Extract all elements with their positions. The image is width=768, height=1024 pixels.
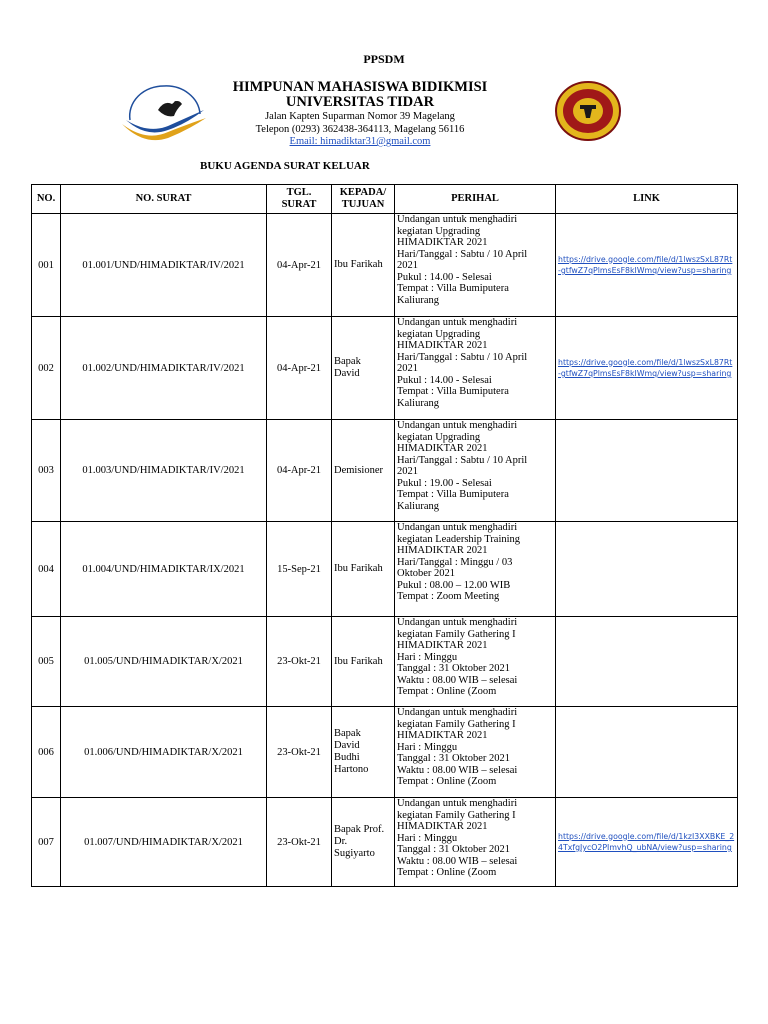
document-title: BUKU AGENDA SURAT KELUAR bbox=[200, 160, 370, 172]
cell-kepada: Bapak David Budhi Hartono bbox=[332, 707, 395, 798]
cell-no-surat: 01.003/UND/HIMADIKTAR/IV/2021 bbox=[61, 420, 267, 522]
org-name-line-2: UNIVERSITAS TIDAR bbox=[285, 94, 435, 110]
cell-link[interactable]: https://drive.google.com/file/d/1lwszSxL87Rt-gtfwZ7qPlmsEsF8kIWmq/view?usp=sharing bbox=[556, 317, 738, 420]
cell-no: 007 bbox=[32, 798, 61, 887]
table-row bbox=[32, 420, 738, 522]
table-row bbox=[32, 317, 738, 420]
org-name-line-1: HIMPUNAN MAHASISWA BIDIKMISI bbox=[232, 79, 488, 95]
cell-no: 005 bbox=[32, 617, 61, 707]
table-row bbox=[32, 707, 738, 798]
phone-line: Telepon (0293) 362438-364113, Magelang 56116 bbox=[255, 123, 465, 135]
cell-kepada: Ibu Farikah bbox=[332, 214, 395, 317]
cell-tgl: 23-Okt-21 bbox=[267, 707, 332, 798]
department-label: PPSDM bbox=[363, 52, 405, 66]
table-row bbox=[32, 617, 738, 707]
header-perihal: PERIHAL bbox=[395, 185, 556, 214]
cell-link bbox=[556, 617, 738, 707]
cell-perihal: Undangan untuk menghadiri kegiatan Family Gathering I HIMADIKTAR 2021 Hari : Minggu Tanggal : 31 Oktober 2021 Waktu : 08.00 WIB – selesai Tempat : Online (Zoom bbox=[395, 707, 556, 798]
cell-tgl: 23-Okt-21 bbox=[267, 617, 332, 707]
address-line: Jalan Kapten Suparman Nomor 39 Magelang bbox=[265, 111, 455, 122]
header-link: LINK bbox=[556, 185, 738, 214]
cell-no-surat: 01.006/UND/HIMADIKTAR/X/2021 bbox=[61, 707, 267, 798]
agenda-table bbox=[31, 184, 738, 887]
cell-no-surat: 01.004/UND/HIMADIKTAR/IX/2021 bbox=[61, 522, 267, 617]
cell-link bbox=[556, 707, 738, 798]
cell-no-surat: 01.001/UND/HIMADIKTAR/IV/2021 bbox=[61, 214, 267, 317]
table-row bbox=[32, 798, 738, 887]
cell-no-surat: 01.002/UND/HIMADIKTAR/IV/2021 bbox=[61, 317, 267, 420]
cell-link bbox=[556, 420, 738, 522]
cell-kepada: Bapak Prof. Dr. Sugiyarto bbox=[332, 798, 395, 887]
himadiktar-emblem bbox=[553, 80, 623, 142]
cell-kepada: Ibu Farikah bbox=[332, 617, 395, 707]
header-no-surat: NO. SURAT bbox=[61, 185, 267, 214]
cell-no: 006 bbox=[32, 707, 61, 798]
header-kepada: KEPADA/ TUJUAN bbox=[332, 185, 395, 214]
header-no: NO. bbox=[32, 185, 61, 214]
table-row bbox=[32, 522, 738, 617]
email-link[interactable]: Email: himadiktar31@gmail.com bbox=[289, 136, 431, 147]
cell-no-surat: 01.005/UND/HIMADIKTAR/X/2021 bbox=[61, 617, 267, 707]
cell-no-surat: 01.007/UND/HIMADIKTAR/X/2021 bbox=[61, 798, 267, 887]
cell-perihal: Undangan untuk menghadiri kegiatan Family Gathering I HIMADIKTAR 2021 Hari : Minggu Tanggal : 31 Oktober 2021 Waktu : 08.00 WIB – selesai Tempat : Online (Zoom bbox=[395, 617, 556, 707]
cell-perihal: Undangan untuk menghadiri kegiatan Upgrading HIMADIKTAR 2021 Hari/Tanggal : Sabtu / 10 April 2021 Pukul : 14.00 - Selesai Tempat : Villa Bumiputera Kaliurang bbox=[395, 317, 556, 420]
header-tgl-surat: TGL. SURAT bbox=[267, 185, 332, 214]
cell-link[interactable]: https://drive.google.com/file/d/1kzI3XXBKE_24TxfgJycO2PImvhQ_ubNA/view?usp=sharing bbox=[556, 798, 738, 887]
cell-no: 001 bbox=[32, 214, 61, 317]
cell-tgl: 15-Sep-21 bbox=[267, 522, 332, 617]
cell-link bbox=[556, 522, 738, 617]
cell-no: 002 bbox=[32, 317, 61, 420]
cell-perihal: Undangan untuk menghadiri kegiatan Family Gathering I HIMADIKTAR 2021 Hari : Minggu Tanggal : 31 Oktober 2021 Waktu : 08.00 WIB – selesai Tempat : Online (Zoom bbox=[395, 798, 556, 887]
cell-kepada: Ibu Farikah bbox=[332, 522, 395, 617]
cell-tgl: 04-Apr-21 bbox=[267, 214, 332, 317]
cell-perihal: Undangan untuk menghadiri kegiatan Upgrading HIMADIKTAR 2021 Hari/Tanggal : Sabtu / 10 April 2021 Pukul : 14.00 - Selesai Tempat : Villa Bumiputera Kaliurang bbox=[395, 214, 556, 317]
cell-no: 003 bbox=[32, 420, 61, 522]
cell-no: 004 bbox=[32, 522, 61, 617]
cell-perihal: Undangan untuk menghadiri kegiatan Upgrading HIMADIKTAR 2021 Hari/Tanggal : Sabtu / 10 April 2021 Pukul : 19.00 - Selesai Tempat : Villa Bumiputera Kaliurang bbox=[395, 420, 556, 522]
table-header-row bbox=[32, 185, 738, 214]
table-row bbox=[32, 214, 738, 317]
cell-perihal: Undangan untuk menghadiri kegiatan Leadership Training HIMADIKTAR 2021 Hari/Tanggal : Minggu / 03 Oktober 2021 Pukul : 08.00 – 12.00 WIB Tempat : Zoom Meeting bbox=[395, 522, 556, 617]
cell-tgl: 04-Apr-21 bbox=[267, 317, 332, 420]
cell-kepada: Bapak David bbox=[332, 317, 395, 420]
cell-tgl: 23-Okt-21 bbox=[267, 798, 332, 887]
cell-link[interactable]: https://drive.google.com/file/d/1lwszSxL87Rt-gtfwZ7qPlmsEsF8kIWmq/view?usp=sharing bbox=[556, 214, 738, 317]
cell-kepada: Demisioner bbox=[332, 420, 395, 522]
cell-tgl: 04-Apr-21 bbox=[267, 420, 332, 522]
